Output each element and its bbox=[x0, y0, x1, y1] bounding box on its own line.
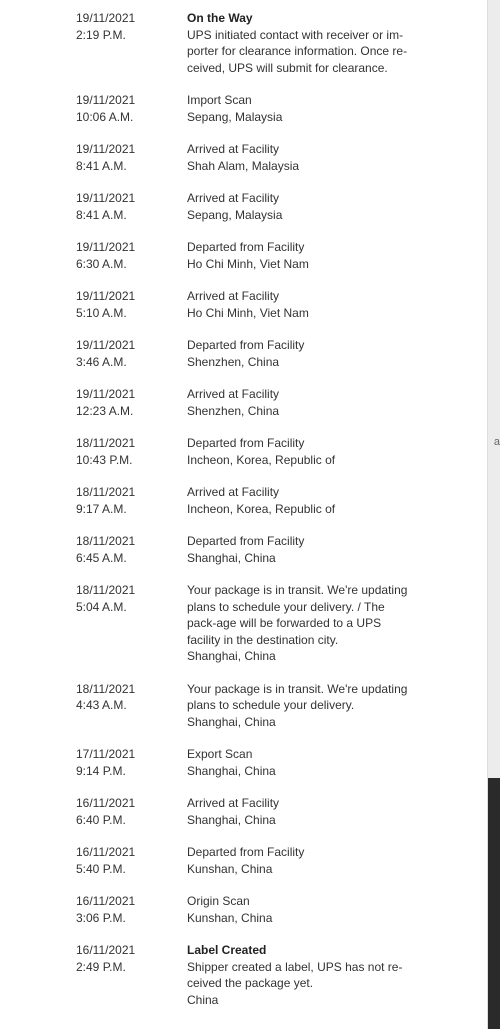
tracking-event-row bbox=[76, 681, 416, 731]
event-status: Your package is in transit. We're updating plans to schedule your delivery. bbox=[187, 681, 408, 712]
event-datetime bbox=[76, 288, 187, 321]
event-location: Shanghai, China bbox=[187, 550, 276, 565]
event-location: Shah Alam, Malaysia bbox=[187, 158, 300, 173]
event-location: Incheon, Korea, Republic of bbox=[187, 452, 336, 467]
event-datetime bbox=[76, 795, 187, 828]
event-location: Shanghai, China bbox=[187, 812, 276, 827]
event-time: 6:30 A.M. bbox=[76, 256, 127, 271]
event-time: 9:14 P.M. bbox=[76, 763, 126, 778]
event-description bbox=[187, 435, 415, 468]
event-time: 2:19 P.M. bbox=[76, 27, 126, 42]
tracking-event-row bbox=[76, 239, 416, 272]
tracking-event-row bbox=[76, 337, 416, 370]
event-status: Arrived at Facility bbox=[187, 796, 280, 810]
event-date: 16/11/2021 bbox=[76, 943, 136, 957]
event-datetime bbox=[76, 92, 187, 125]
event-datetime bbox=[76, 942, 187, 1008]
tracking-event-row bbox=[76, 484, 416, 517]
event-time: 8:41 A.M. bbox=[76, 207, 127, 222]
tracking-event-row bbox=[76, 533, 416, 566]
event-datetime bbox=[76, 893, 187, 926]
event-date: 19/11/2021 bbox=[76, 240, 136, 254]
event-date: 19/11/2021 bbox=[76, 11, 136, 25]
event-date: 16/11/2021 bbox=[76, 845, 136, 859]
event-time: 5:04 A.M. bbox=[76, 599, 127, 614]
event-location: Sepang, Malaysia bbox=[187, 207, 283, 222]
event-date: 19/11/2021 bbox=[76, 338, 136, 352]
event-status: Origin Scan bbox=[187, 894, 250, 908]
event-datetime bbox=[76, 484, 187, 517]
background-page-glyph: a bbox=[493, 436, 500, 448]
event-date: 18/11/2021 bbox=[76, 436, 136, 450]
event-location: Shenzhen, China bbox=[187, 354, 280, 369]
tracking-event-row bbox=[76, 141, 416, 174]
event-description bbox=[187, 844, 415, 877]
tracking-history-list bbox=[76, 10, 416, 1024]
event-location: Kunshan, China bbox=[187, 910, 273, 925]
event-location: Shenzhen, China bbox=[187, 403, 280, 418]
event-datetime bbox=[76, 141, 187, 174]
event-detail: Shipper created a label, UPS has not re-ceived the package yet. bbox=[187, 959, 403, 990]
event-date: 17/11/2021 bbox=[76, 747, 136, 761]
event-location: Shanghai, China bbox=[187, 649, 276, 663]
event-detail: UPS initiated contact with receiver or im-porter for clearance information. Once re-ceived, UPS will submit for clearance. bbox=[187, 27, 408, 75]
event-description bbox=[187, 795, 415, 828]
event-location: Ho Chi Minh, Viet Nam bbox=[187, 256, 309, 271]
tracking-event-row bbox=[76, 795, 416, 828]
event-date: 19/11/2021 bbox=[76, 142, 136, 156]
tracking-event-row bbox=[76, 582, 416, 665]
event-location: Sepang, Malaysia bbox=[187, 109, 283, 124]
tracking-event-row bbox=[76, 893, 416, 926]
event-description bbox=[187, 893, 415, 926]
event-time: 9:17 A.M. bbox=[76, 501, 127, 516]
event-time: 10:06 A.M. bbox=[76, 109, 134, 124]
event-date: 18/11/2021 bbox=[76, 583, 136, 597]
event-description bbox=[187, 386, 415, 419]
event-datetime bbox=[76, 435, 187, 468]
event-status: On the Way bbox=[187, 11, 253, 25]
event-time: 12:23 A.M. bbox=[76, 403, 134, 418]
event-date: 16/11/2021 bbox=[76, 894, 136, 908]
background-page-edge bbox=[488, 0, 500, 1029]
tracking-event-row bbox=[76, 92, 416, 125]
event-datetime bbox=[76, 533, 187, 566]
event-datetime bbox=[76, 681, 187, 731]
event-time: 5:40 P.M. bbox=[76, 861, 126, 876]
event-date: 18/11/2021 bbox=[76, 534, 136, 548]
event-time: 2:49 P.M. bbox=[76, 959, 126, 974]
event-description bbox=[187, 484, 415, 517]
event-time: 6:40 P.M. bbox=[76, 812, 126, 827]
event-description bbox=[187, 533, 415, 566]
event-description bbox=[187, 288, 415, 321]
event-description bbox=[187, 92, 415, 125]
event-location: Shanghai, China bbox=[187, 714, 276, 729]
event-date: 19/11/2021 bbox=[76, 191, 136, 205]
event-description bbox=[187, 681, 415, 731]
event-location: Incheon, Korea, Republic of bbox=[187, 501, 336, 516]
event-status: Label Created bbox=[187, 943, 267, 957]
event-date: 18/11/2021 bbox=[76, 485, 136, 499]
event-time: 10:43 P.M. bbox=[76, 452, 133, 467]
event-status: Departed from Facility bbox=[187, 338, 305, 352]
tracking-event-row bbox=[76, 10, 416, 76]
tracking-event-row bbox=[76, 288, 416, 321]
background-dark-region bbox=[488, 778, 500, 1029]
event-description bbox=[187, 10, 415, 76]
event-location: Kunshan, China bbox=[187, 861, 273, 876]
event-time: 3:06 P.M. bbox=[76, 910, 126, 925]
event-status: Your package is in transit. We're updating plans to schedule your delivery. / The pack-age will be forwarded to a UPS facility in the destination city. bbox=[187, 583, 408, 647]
event-date: 19/11/2021 bbox=[76, 289, 136, 303]
event-location: Ho Chi Minh, Viet Nam bbox=[187, 305, 309, 320]
event-status: Departed from Facility bbox=[187, 534, 305, 548]
event-status: Arrived at Facility bbox=[187, 142, 280, 156]
event-location: China bbox=[187, 992, 219, 1007]
event-description bbox=[187, 190, 415, 223]
event-date: 19/11/2021 bbox=[76, 93, 136, 107]
event-time: 4:43 A.M. bbox=[76, 698, 127, 712]
event-description bbox=[187, 337, 415, 370]
event-datetime bbox=[76, 190, 187, 223]
event-datetime bbox=[76, 386, 187, 419]
event-time: 8:41 A.M. bbox=[76, 158, 127, 173]
event-datetime bbox=[76, 239, 187, 272]
tracking-event-row bbox=[76, 942, 416, 1008]
tracking-event-row bbox=[76, 190, 416, 223]
event-datetime bbox=[76, 844, 187, 877]
event-location: Shanghai, China bbox=[187, 763, 276, 778]
event-description bbox=[187, 582, 415, 665]
event-datetime bbox=[76, 10, 187, 76]
event-status: Departed from Facility bbox=[187, 240, 305, 254]
event-time: 3:46 A.M. bbox=[76, 354, 127, 369]
event-status: Export Scan bbox=[187, 747, 253, 761]
event-time: 6:45 A.M. bbox=[76, 550, 127, 565]
event-time: 5:10 A.M. bbox=[76, 305, 127, 320]
event-date: 19/11/2021 bbox=[76, 387, 136, 401]
event-status: Arrived at Facility bbox=[187, 289, 280, 303]
tracking-event-row bbox=[76, 844, 416, 877]
event-date: 16/11/2021 bbox=[76, 796, 136, 810]
event-status: Arrived at Facility bbox=[187, 387, 280, 401]
event-datetime bbox=[76, 746, 187, 779]
tracking-event-row bbox=[76, 746, 416, 779]
event-status: Departed from Facility bbox=[187, 845, 305, 859]
tracking-event-row bbox=[76, 435, 416, 468]
event-description bbox=[187, 942, 415, 1008]
event-status: Import Scan bbox=[187, 93, 252, 107]
event-description bbox=[187, 239, 415, 272]
event-description bbox=[187, 746, 415, 779]
event-status: Departed from Facility bbox=[187, 436, 305, 450]
event-date: 18/11/2021 bbox=[76, 681, 136, 696]
event-status: Arrived at Facility bbox=[187, 485, 280, 499]
event-status: Arrived at Facility bbox=[187, 191, 280, 205]
tracking-event-row bbox=[76, 386, 416, 419]
event-datetime bbox=[76, 337, 187, 370]
event-description bbox=[187, 141, 415, 174]
event-datetime bbox=[76, 582, 187, 665]
